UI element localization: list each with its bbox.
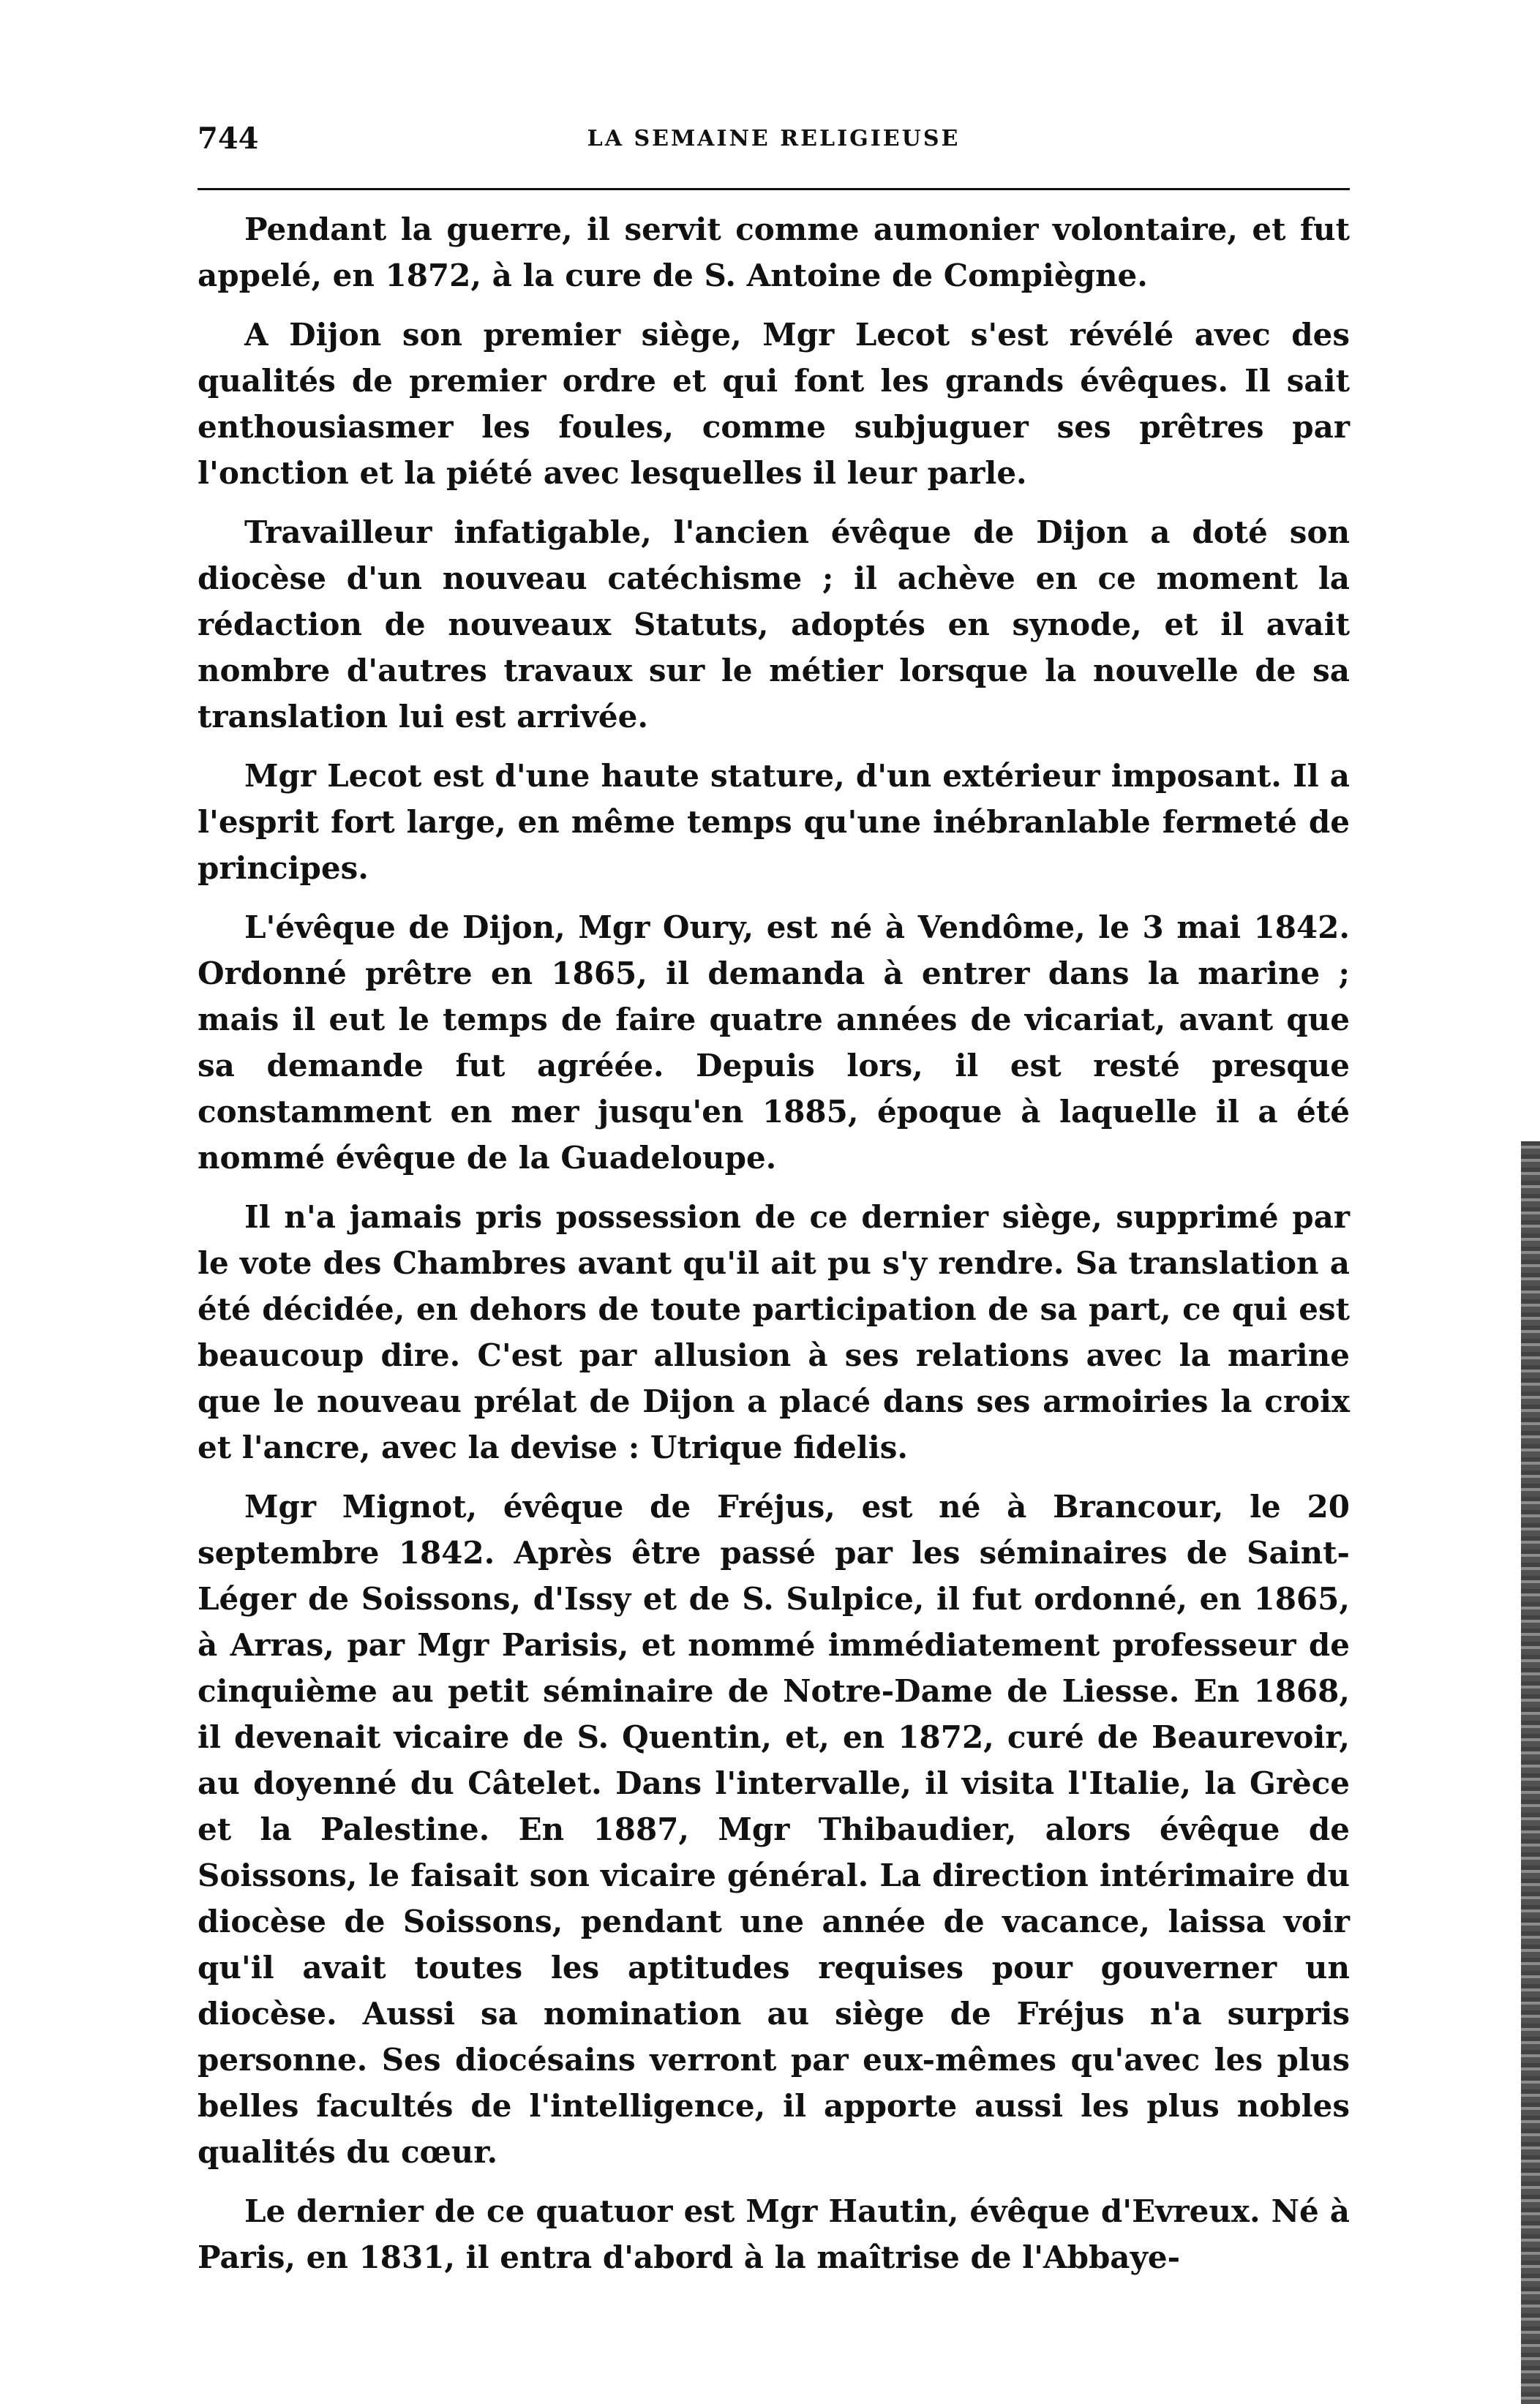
running-title: LA SEMAINE RELIGIEUSE bbox=[587, 126, 961, 151]
paragraph: Le dernier de ce quatuor est Mgr Hautin, évêque d'Evreux. Né à Paris, en 1831, il entra d'abord à la maîtrise de l'Abbaye- bbox=[198, 2193, 1350, 2275]
paragraph: Il n'a jamais pris possession de ce dernier siège, supprimé par le vote des Chambres avant qu'il ait pu s'y rendre. Sa translation a été décidée, en dehors de toute participation de sa part, ce qui est beaucoup dire. C'est par allusion à ses relations avec la marine que le nouveau prélat de Dijon a placé dans ses armoiries la croix et l'ancre, avec la devise : Utrique fidelis. bbox=[198, 1199, 1350, 1465]
paragraph: Travailleur infatigable, l'ancien évêque de Dijon a doté son diocèse d'un nouveau catéchisme ; il achève en ce moment la rédaction de nouveaux Statuts, adoptés en synode, et il avait nombre d'autres travaux sur le métier lorsque la nouvelle de sa translation lui est arrivée. bbox=[198, 514, 1350, 735]
paragraph: Mgr Lecot est d'une haute stature, d'un extérieur imposant. Il a l'esprit fort large, en même temps qu'une inébranlable fermeté de principes. bbox=[198, 758, 1350, 886]
page-header bbox=[198, 117, 1350, 161]
paragraph: Pendant la guerre, il servit comme aumonier volontaire, et fut appelé, en 1872, à la cure de S. Antoine de Compiègne. bbox=[198, 211, 1350, 293]
paragraph: A Dijon son premier siège, Mgr Lecot s'est révélé avec des qualités de premier ordre et qui font les grands évêques. Il sait enthousiasmer les foules, comme subjuguer ses prêtres par l'onction et la piété avec lesquelles il leur parle. bbox=[198, 317, 1350, 491]
paragraph: Mgr Mignot, évêque de Fréjus, est né à Brancour, le 20 septembre 1842. Après être passé par les séminaires de Saint-Léger de Soissons, d'Issy et de S. Sulpice, il fut ordonné, en 1865, à Arras, par Mgr Parisis, et nommé immédiatement professeur de cinquième au petit séminaire de Notre-Dame de Liesse. En 1868, il devenait vicaire de S. Quentin, et, en 1872, curé de Beaurevoir, au doyenné du Câtelet. Dans l'intervalle, il visita l'Italie, la Grèce et la Palestine. En 1887, Mgr Thibaudier, alors évêque de Soissons, le faisait son vicaire général. La direction intérimaire du diocèse de Soissons, pendant une année de vacance, laissa voir qu'il avait toutes les aptitudes requises pour gouverner un diocèse. Aussi sa nomination au siège de Fréjus n'a surpris personne. Ses diocésains verront par eux-mêmes qu'avec les plus belles facultés de l'intelligence, il apporte aussi les plus nobles qualités du cœur. bbox=[198, 1489, 1350, 2170]
page-number: 744 bbox=[198, 121, 259, 156]
article-body bbox=[198, 206, 1350, 2294]
scan-page-edge bbox=[1521, 1141, 1540, 2404]
paragraph: L'évêque de Dijon, Mgr Oury, est né à Vendôme, le 3 mai 1842. Ordonné prêtre en 1865, il demanda à entrer dans la marine ; mais il eut le temps de faire quatre années de vicariat, avant que sa demande fut agréée. Depuis lors, il est resté presque constamment en mer jusqu'en 1885, époque à laquelle il a été nommé évêque de la Guadeloupe. bbox=[198, 909, 1350, 1176]
header-rule bbox=[198, 188, 1350, 190]
